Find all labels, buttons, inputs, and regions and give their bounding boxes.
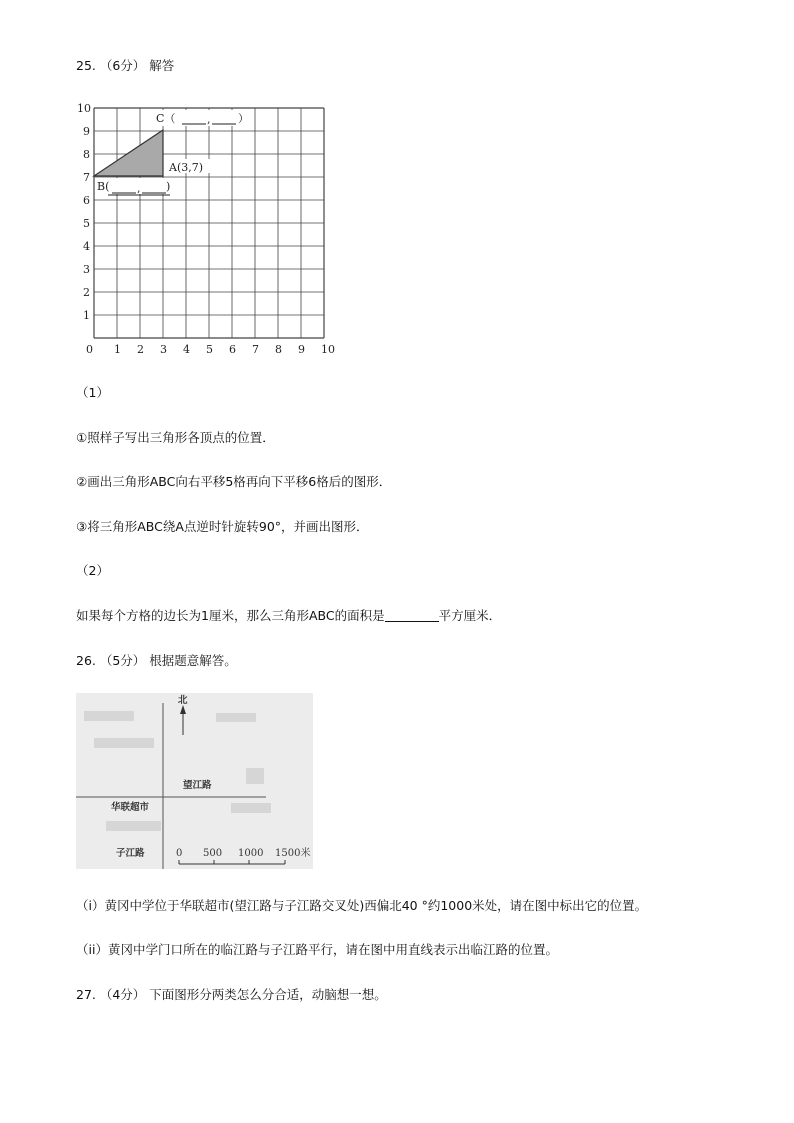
x-tick-label: 7 xyxy=(252,343,259,356)
label-c: C（ xyxy=(156,112,176,125)
label-b: B( xyxy=(97,180,110,193)
scale-0: 0 xyxy=(176,848,183,859)
x-tick-label: 5 xyxy=(206,343,213,356)
market-label: 华联超市 xyxy=(111,802,150,813)
x-axis-ticks xyxy=(86,343,335,356)
road-label-zijiang: 子江路 xyxy=(116,848,145,859)
x-tick-label: 6 xyxy=(229,343,236,356)
coordinate-grid-figure xyxy=(70,98,340,360)
x-tick-label: 9 xyxy=(298,343,305,356)
q25-item1: ①照样子写出三角形各顶点的位置． xyxy=(76,430,275,445)
road-label-wangjiang: 望江路 xyxy=(183,780,212,791)
label-a: A(3,7) xyxy=(169,161,204,174)
x-tick-label: 10 xyxy=(321,343,335,356)
triangle-abc xyxy=(94,130,163,176)
y-tick-label: 3 xyxy=(83,263,90,276)
x-tick-label: 8 xyxy=(275,343,282,356)
y-axis-ticks xyxy=(77,102,91,322)
scale-1000: 1000 xyxy=(238,848,264,859)
q25-header: 25. （6分） 解答 xyxy=(76,58,175,73)
y-tick-label: 6 xyxy=(83,194,90,207)
y-tick-label: 2 xyxy=(83,286,90,299)
scale-500: 500 xyxy=(203,848,223,859)
q26-header: 26. （5分） 根据题意解答。 xyxy=(76,653,237,668)
y-tick-label: 5 xyxy=(83,217,90,230)
y-tick-label: 4 xyxy=(83,240,90,253)
q26-sub2: （ii）黄冈中学门口所在的临江路与子江路平行，请在图中用直线表示出临江路的位置。 xyxy=(76,942,558,957)
y-tick-label: 10 xyxy=(77,102,91,115)
y-tick-label: 8 xyxy=(83,148,90,161)
q26-sub1: （i）黄冈中学位于华联超市(望江路与子江路交叉处)西偏北40 °约1000米处，请在图中标出它的位置。 xyxy=(76,898,648,913)
x-tick-label: 0 xyxy=(86,343,93,356)
q25-part1-label: （1） xyxy=(76,385,109,400)
q25-part2-label: （2） xyxy=(76,563,109,578)
x-tick-label: 2 xyxy=(137,343,144,356)
y-tick-label: 1 xyxy=(83,309,90,322)
scale-1500: 1500米 xyxy=(275,848,311,859)
svg-text:,: , xyxy=(207,113,211,126)
y-tick-label: 7 xyxy=(83,171,90,184)
answer-blank xyxy=(385,609,439,622)
q25-item4 xyxy=(76,608,501,624)
label-c-close: ） xyxy=(238,112,249,125)
q25-item4-before: 如果每个方格的边长为1厘米，那么三角形ABC的面积是 xyxy=(76,608,385,623)
y-tick-label: 9 xyxy=(83,125,90,138)
q25-item3: ③将三角形ABC绕A点逆时针旋转90°，并画出图形． xyxy=(76,519,369,534)
x-tick-label: 4 xyxy=(183,343,190,356)
q25-item4-after: 平方厘米． xyxy=(438,608,502,623)
north-label: 北 xyxy=(178,695,188,706)
q25-item2: ②画出三角形ABC向右平移5格再向下平移6格后的图形． xyxy=(76,474,392,489)
svg-text:,: , xyxy=(137,182,141,195)
x-tick-label: 3 xyxy=(160,343,167,356)
q27-header: 27. （4分） 下面图形分两类怎么分合适，动脑想一想。 xyxy=(76,987,387,1002)
map-figure xyxy=(76,693,313,869)
grid-lines xyxy=(94,108,324,338)
x-tick-label: 1 xyxy=(114,343,121,356)
label-b-close: ) xyxy=(166,180,171,193)
